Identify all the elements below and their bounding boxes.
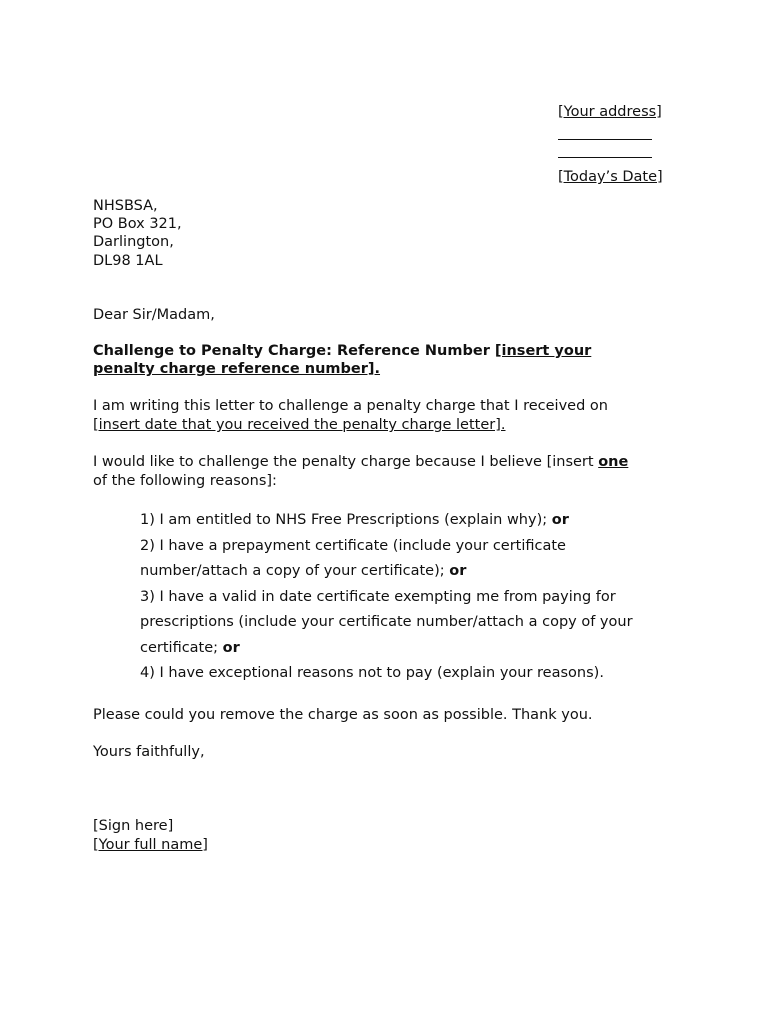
reason-2-line-1: 2) I have a prepayment certificate (include your certificate [140,537,566,554]
date-placeholder: [Today’s Date] [558,169,663,185]
sender-address-placeholder: [Your address] [558,104,662,120]
subject-line-1 [93,342,591,361]
reason-1-text: 1) I am entitled to NHS Free Prescriptions (explain why); [140,512,552,528]
address-blank-line-1 [558,139,652,140]
reason-3-line-2: prescriptions (include your certificate number/attach a copy of your [140,614,633,630]
reason-2-line-2 [140,559,700,585]
recipient-line-3: Darlington, [93,234,174,250]
reason-3-text: certificate; [140,639,223,656]
sign-here-placeholder: [Sign here] [93,818,174,834]
reason-1 [140,508,700,534]
reason-1-or: or [551,512,569,528]
paragraph-2-line-1 [93,453,628,472]
paragraph-2-emphasis: one [598,454,629,470]
recipient-line-1: NHSBSA, [93,198,158,214]
paragraph-2-prefix: I would like to challenge the penalty charge because I believe [insert [93,454,599,470]
paragraph-1-date-placeholder: [insert date that you received the penalty charge letter]. [93,417,506,433]
reason-2-text: number/attach a copy of your certificate); [140,563,450,579]
reason-3-line-3 [140,636,700,662]
reason-2-or: or [449,563,467,579]
paragraph-1-line-1: I am writing this letter to challenge a penalty charge that I received on [93,398,608,414]
address-blank-line-2 [558,157,652,158]
sign-off: Yours faithfully, [93,744,205,760]
reason-4: 4) I have exceptional reasons not to pay (explain your reasons). [140,665,604,681]
reason-3-line-1: 3) I have a valid in date certificate exempting me from paying for [140,588,616,605]
recipient-line-4: DL98 1AL [93,253,163,269]
recipient-line-2: PO Box 321, [93,216,182,232]
subject-prefix: Challenge to Penalty Charge: Reference Number [93,343,495,359]
subject-reference-placeholder-2: penalty charge reference number]. [93,361,381,377]
reasons-list [140,508,700,687]
salutation: Dear Sir/Madam, [93,307,215,323]
reason-3-or: or [222,639,240,656]
paragraph-2-line-2: of the following reasons]: [93,473,277,489]
closing-request: Please could you remove the charge as soon as possible. Thank you. [93,707,593,723]
subject-reference-placeholder-1: [insert your [494,343,592,359]
full-name-placeholder: [Your full name] [93,837,208,853]
